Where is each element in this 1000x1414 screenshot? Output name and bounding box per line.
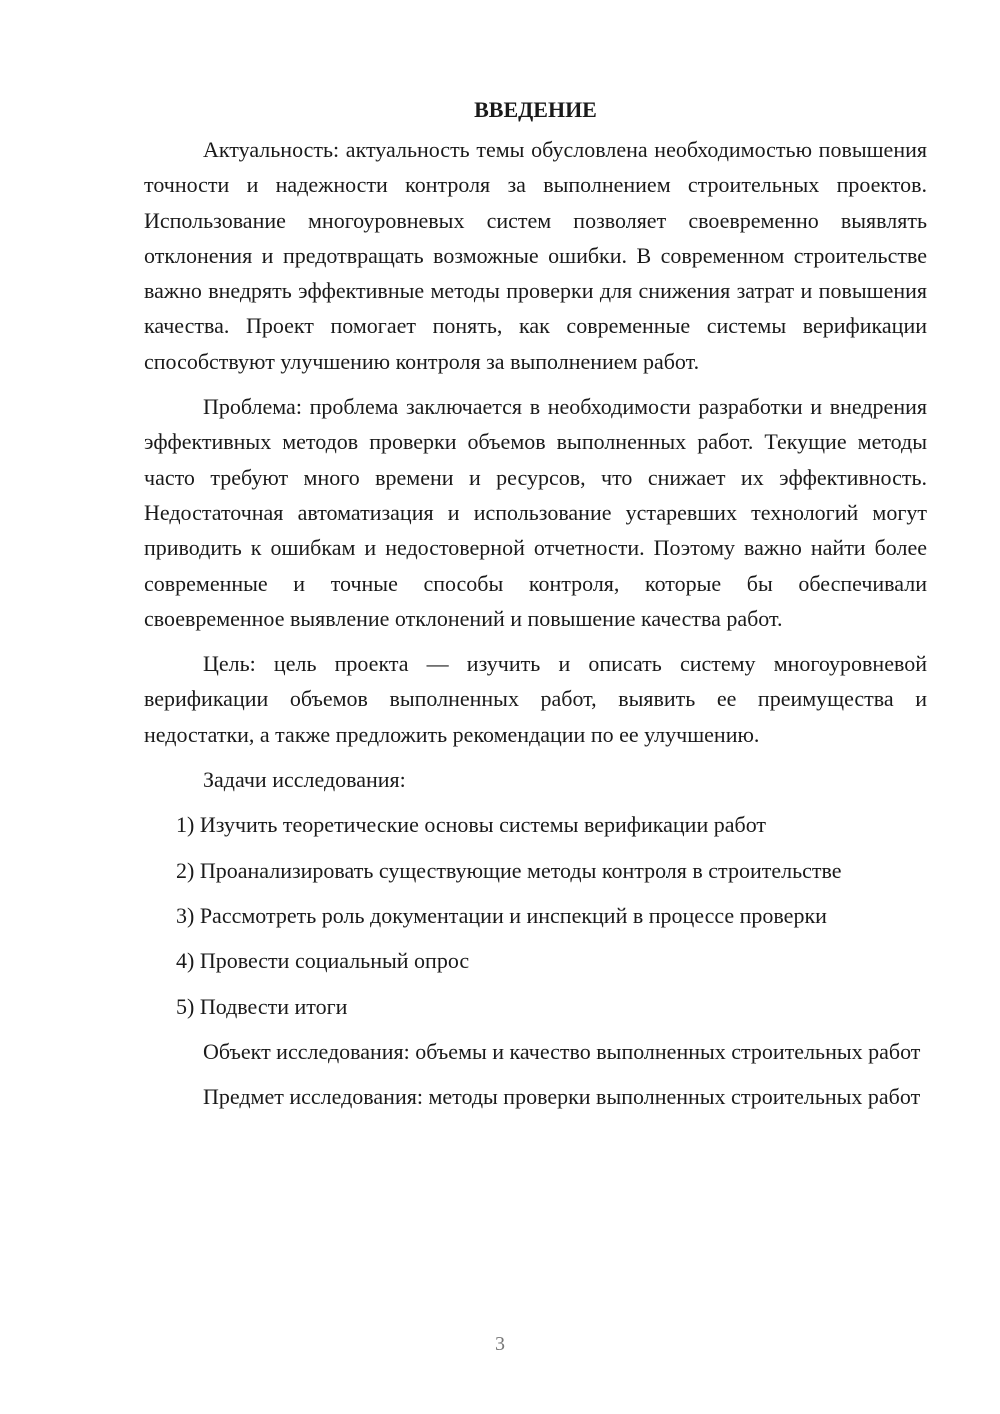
- task-item-1: 1) Изучить теоретические основы системы верификации работ: [176, 812, 767, 838]
- page-number: 3: [495, 1333, 505, 1355]
- paragraph-relevance: Актуальность: актуальность темы обусловлена необходимостью повышения точности и надежности контроля за выполнением строительных проектов. Использование многоуровневых систем позволяет своевременно выявлять отклонения и предотвращать возможные ошибки. В современном строительстве важно внедрять эффективные методы проверки для снижения затрат и повышения качества. Проект помогает понять, как современные системы верификации способствуют улучшению контроля за выполнением работ.: [144, 137, 927, 374]
- task-item-5: 5) Подвести итоги: [176, 993, 348, 1019]
- task-item-2: 2) Проанализировать существующие методы контроля в строительстве: [176, 857, 842, 883]
- document-page: [144, 92, 927, 1114]
- section-title: ВВЕДЕНИЕ: [474, 97, 597, 122]
- paragraph-subject: Предмет исследования: методы проверки выполненных строительных работ: [203, 1084, 921, 1110]
- paragraph-problem: Проблема: проблема заключается в необходимости разработки и внедрения эффективных методов проверки объемов выполненных работ. Текущие методы часто требуют много времени и ресурсов, что снижает их эффективность. Недостаточная автоматизация и использование устаревших технологий могут приводить к ошибкам и недостоверной отчетности. Поэтому важно найти более современные и точные способы контроля, которые бы обеспечивали своевременное выявление отклонений и повышение качества работ.: [144, 394, 927, 631]
- paragraph-goal: Цель: цель проекта — изучить и описать систему многоуровневой верификации объемов выполненных работ, выявить ее преимущества и недостатки, а также предложить рекомендации по ее улучшению.: [144, 651, 927, 747]
- task-item-3: 3) Рассмотреть роль документации и инспекций в процессе проверки: [176, 902, 827, 928]
- paragraph-object: Объект исследования: объемы и качество выполненных строительных работ: [203, 1038, 921, 1064]
- tasks-heading: Задачи исследования:: [203, 767, 406, 793]
- task-item-4: 4) Провести социальный опрос: [176, 948, 470, 974]
